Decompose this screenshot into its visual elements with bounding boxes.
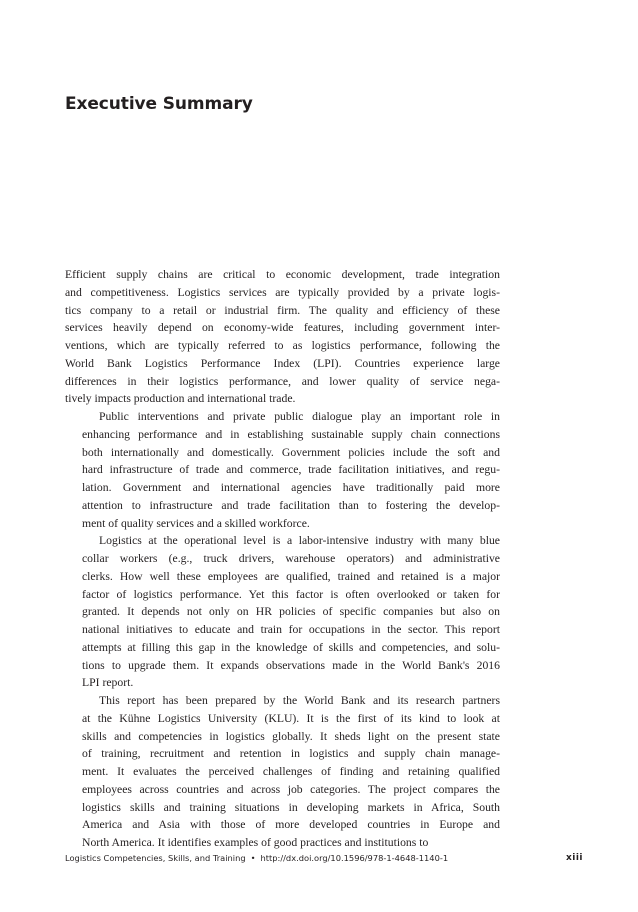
text-line: tics company to a retail or industrial firm. The quality and efficiency of these: [65, 303, 500, 317]
text-line: Public interventions and private public dialogue play an important role in: [99, 410, 500, 423]
footer-doi: http://dx.doi.org/10.1596/978-1-4648-1140-1: [260, 853, 449, 863]
text-line: of training, recruitment and retention in logistics and supply chain manage-: [82, 747, 500, 761]
page-number: xiii: [565, 853, 583, 863]
text-line: both internationally and domestically. Government policies include the soft and: [82, 445, 500, 459]
paragraph: [65, 408, 500, 532]
text-line: tions to upgrade them. It expands observations made in the World Bank's 2016: [82, 658, 500, 672]
footer-separator: •: [250, 853, 256, 863]
text-line: LPI report.: [82, 676, 134, 690]
paragraph: [65, 692, 500, 852]
text-line: North America. It identifies examples of good practices and institutions to: [82, 836, 429, 849]
footer-book-title: Logistics Competencies, Skills, and Training: [65, 853, 246, 863]
text-line: collar workers (e.g., truck drivers, warehouse operators) and administrative: [82, 552, 500, 565]
text-line: ment of quality services and a skilled workforce.: [82, 516, 310, 530]
text-line: World Bank Logistics Performance Index (LPI). Countries experience large: [65, 356, 500, 370]
text-line: employees across countries and across job categories. The project compares the: [82, 782, 500, 796]
text-line: services heavily depend on economy-wide features, including government inter-: [65, 321, 500, 335]
text-line: attempts at filling this gap in the knowledge of skills and competencies, and solu-: [82, 640, 500, 654]
page-title: Executive Summary: [65, 94, 253, 114]
paragraph: [65, 266, 500, 408]
text-line: Efficient supply chains are critical to economic development, trade integration: [65, 268, 500, 281]
text-line: tively impacts production and international trade.: [65, 392, 296, 406]
text-line: America and Asia with those of more developed countries in Europe and: [82, 818, 500, 832]
text-line: ment. It evaluates the perceived challenges of finding and retaining qualified: [82, 765, 500, 778]
text-line: skills and competencies in logistics globally. It sheds light on the present state: [82, 729, 500, 743]
page-footer: [65, 853, 583, 863]
text-line: national initiatives to educate and train for occupations in the sector. This report: [82, 623, 500, 636]
text-line: differences in their logistics performance, and lower quality of service nega-: [65, 374, 500, 388]
text-line: Logistics at the operational level is a labor-intensive industry with many blue: [99, 534, 500, 548]
text-line: enhancing performance and in establishing sustainable supply chain connections: [82, 427, 500, 441]
text-line: factor of logistics performance. Yet this factor is often overlooked or taken for: [82, 587, 500, 601]
text-line: clerks. How well these employees are qualified, trained and retained is a major: [82, 569, 500, 583]
text-line: ventions, which are typically referred to as logistics performance, following the: [65, 339, 500, 352]
text-line: and competitiveness. Logistics services are typically provided by a private logis-: [65, 285, 500, 299]
text-line: hard infrastructure of trade and commerce, trade facilitation initiatives, and regu-: [82, 463, 500, 477]
text-line: at the Kühne Logistics University (KLU). It is the first of its kind to look at: [82, 711, 500, 725]
text-line: logistics skills and training situations in developing markets in Africa, South: [82, 800, 500, 814]
text-line: granted. It depends not only on HR policies of specific companies but also on: [82, 605, 500, 619]
text-line: lation. Government and international agencies have traditionally paid more: [82, 481, 500, 494]
paragraph: [65, 532, 500, 692]
text-line: This report has been prepared by the World Bank and its research partners: [99, 694, 500, 707]
body-text: [65, 266, 500, 852]
text-line: attention to infrastructure and trade facilitation than to fostering the develop-: [82, 498, 500, 512]
